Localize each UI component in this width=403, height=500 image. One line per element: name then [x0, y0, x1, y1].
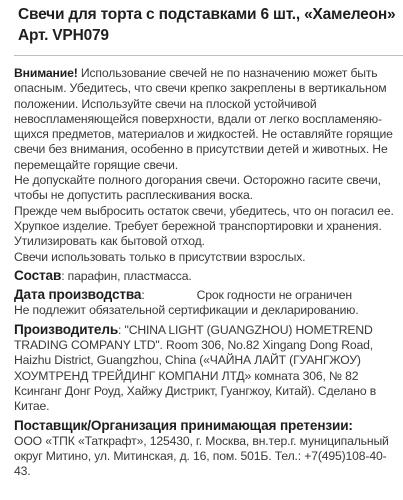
composition-text: : парафин, пластмасса.: [61, 268, 192, 283]
production-date-line: [14, 287, 399, 303]
article-number: Арт. VPH079: [18, 27, 109, 44]
warning-label: Внимание!: [14, 66, 78, 80]
production-date-colon: :: [141, 288, 145, 303]
certification-line: Не подлежит обязательной сертификации и декларированию.: [14, 303, 359, 318]
product-name: Свечи для торта с подставками 6 шт., «Хамелеон»: [18, 6, 396, 23]
supplier-heading: [14, 418, 399, 434]
composition-label: Состав: [14, 267, 62, 283]
instruction-line: Свечи использовать только в присутствии взрослых.: [14, 249, 306, 264]
warning-paragraph: [14, 66, 399, 173]
shelf-life-text: Срок годности не ограничен: [196, 288, 353, 303]
production-date-label: Дата производства: [14, 287, 142, 303]
divider: [14, 55, 403, 56]
instruction-line: Утилизировать как бытовой отход.: [14, 234, 205, 249]
manufacturer-paragraph: [14, 322, 399, 415]
composition-line: [14, 268, 399, 284]
label-body: [14, 66, 399, 480]
product-title: [18, 4, 398, 46]
manufacturer-label: Производитель: [14, 321, 119, 337]
instruction-line: Не допускайте полного догорания свечи. Осторожно гасите свечи, чтобы не допустить расплескивания воска.: [14, 173, 381, 203]
instruction-line: Прежде чем выбросить остаток свечи, убедитесь, что он погасил ее.: [14, 203, 394, 218]
manufacturer-text: : "CHINA LIGHT (GUANGZHOU) HOMETREND TRADING COMPANY LTD". Room 306, No.82 Xingang Dong Road, Haizhu District, Guangzhou, China («ЧАЙНА ЛАЙТ (ГУАНГЖОУ) ХОУМТРЕНД ТРЕЙДИНГ КОМПАНИ ЛТД» комната 306, № 82 Ксинганг Донг Роуд, Хайжу Дистрикт, Гуангжоу, Китай). Сделано в Китае.: [14, 322, 377, 414]
supplier-text: ООО «ТПК «Таткрафт», 125430, г. Москва, вн.тер.г. муниципальный округ Митино, ул. Митинская, д. 16, пом. 501Б. Тел.: +7(495)108-40-43.: [14, 433, 389, 479]
supplier-label: Поставщик/Организация принимающая претензии:: [14, 417, 353, 433]
warning-text: Использование свечей не по назначению может быть опасным. Убедитесь, что свечи крепко закреплены в вертикальном положении. Используйте свечи на плоской устойчивой невоспламеняющейся поверхности, вдали от легко воспламеняю-щихся предметов, материалов и жидкостей. Не оставляйте горящие свечи без внимания, особенно в присутствии детей и животных. Не перемещайте горящие свечи.: [14, 66, 393, 172]
instruction-line: Хрупкое изделие. Требует бережной транспортировки и хранения.: [14, 218, 382, 233]
